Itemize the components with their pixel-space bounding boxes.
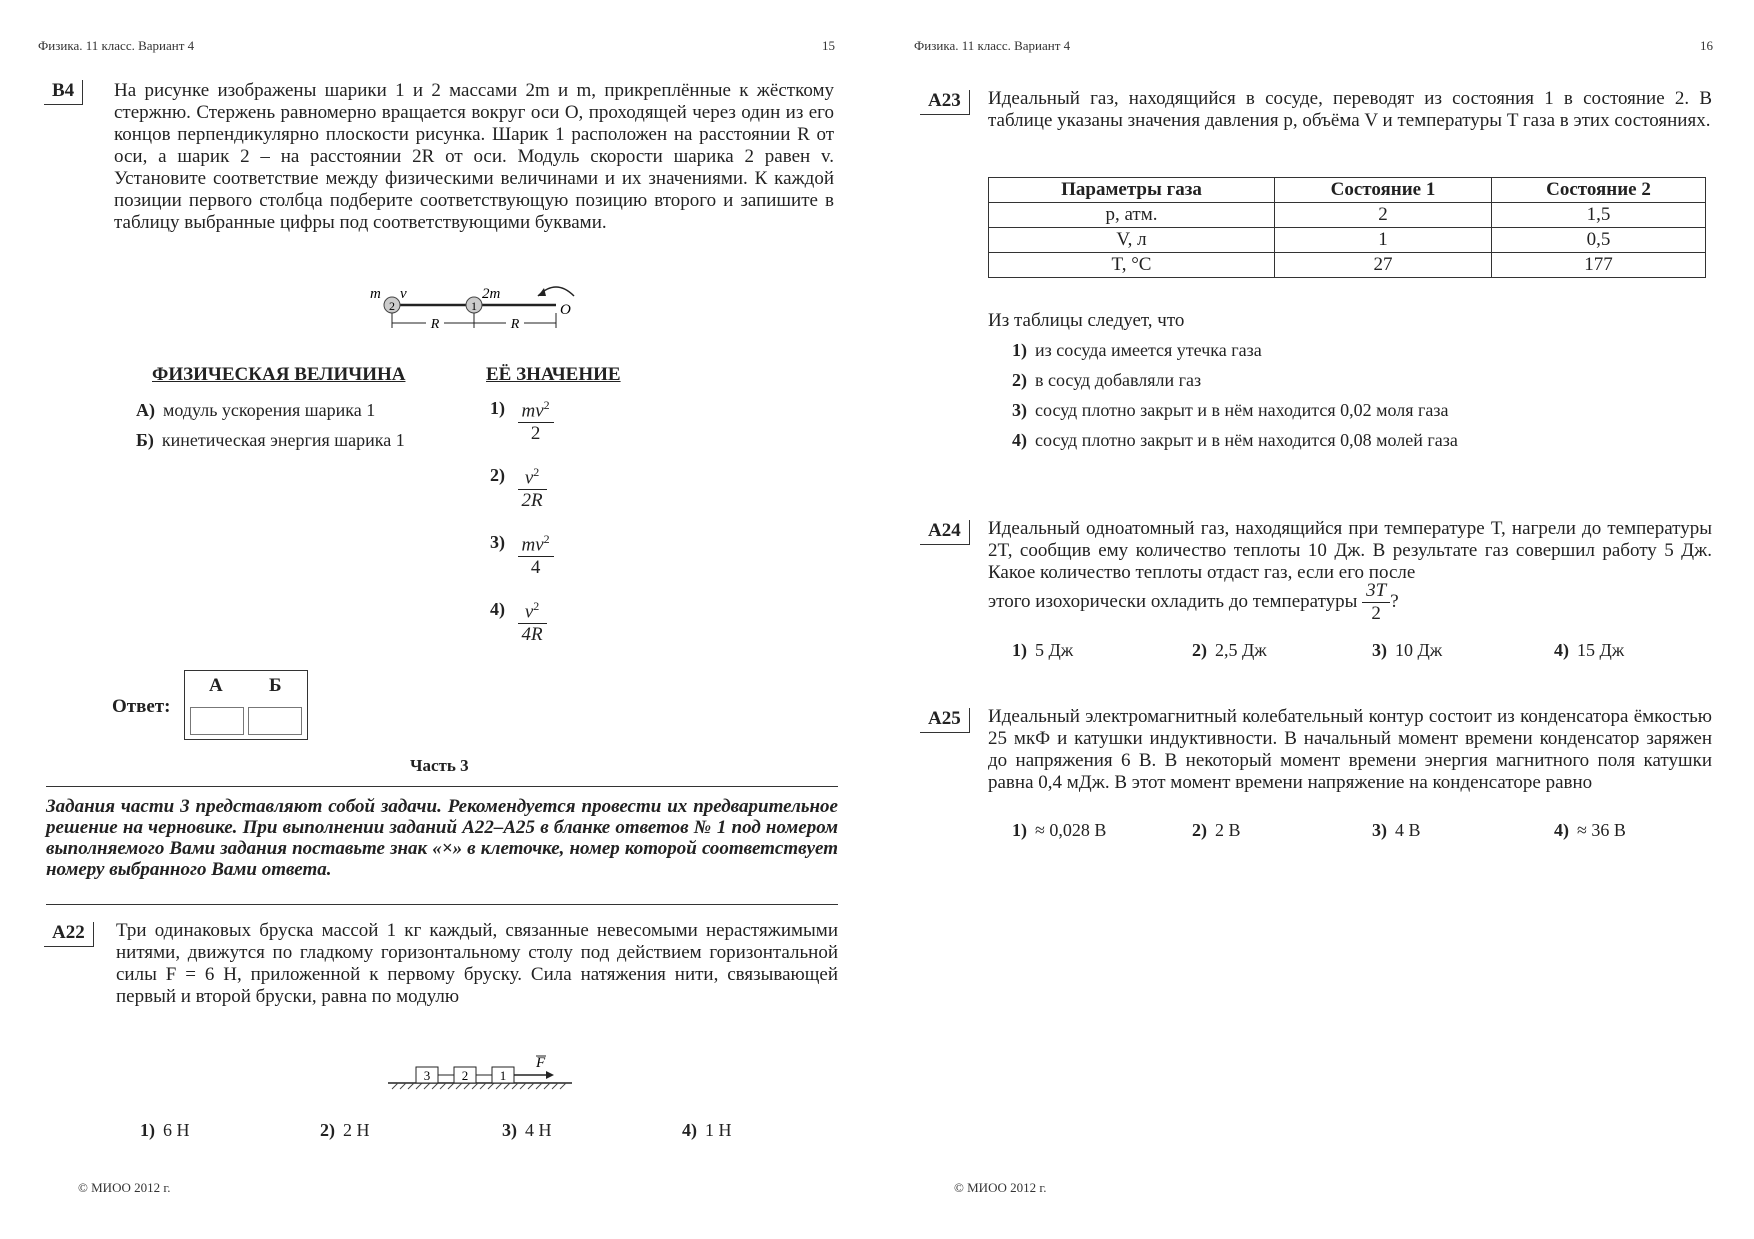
left-page-number: 15 [822, 38, 835, 53]
a24-label: А24 [920, 520, 970, 545]
answer-label: Ответ: [112, 696, 171, 717]
table-cell: 1,5 [1492, 203, 1706, 228]
a23-option-1: 1) из сосуда имеется утечка газа [1012, 340, 1262, 360]
a25-option-2: 2) 2 В [1192, 820, 1241, 840]
part3-bottom-rule [46, 904, 838, 905]
a22-option-1: 1) 6 Н [140, 1120, 190, 1140]
b4-label: B4 [44, 80, 83, 105]
a22-label: А22 [44, 922, 94, 947]
answer-cell-b[interactable] [248, 707, 302, 735]
force-arrow-icon [546, 1071, 554, 1079]
a23-lead: Из таблицы следует, что [988, 310, 1185, 331]
part3-instructions: Задания части 3 представляют собой задачи. Рекомендуется провести их предварительное решение на черновике. При выполнении заданий А22–А25 в бланке ответов № 1 под номером выполняемого Вами задания поставьте знак «×» в клеточке, номер которой соответствует номеру выбранного Вами ответа. [46, 796, 838, 880]
a24-text: Идеальный одноатомный газ, находящийся при температуре T, нагрели до температуры 2T, сообщив ему количество теплоты 10 Дж. В результате газ совершил работу 5 Дж. Какое количество теплоты отдаст газ, если его после [988, 518, 1712, 583]
table-row [989, 228, 1706, 253]
value-2: 2) $\frac{v^2}{2R}$ [490, 465, 547, 512]
table-header-params: Параметры газа [989, 178, 1275, 203]
left-footer: © МИОО 2012 г. [78, 1180, 171, 1195]
answer-cell-a[interactable] [190, 707, 244, 735]
a25-text: Идеальный электромагнитный колебательный контур состоит из конденсатора ёмкостью 25 мкФ и катушки индуктивности. В начальный момент времени конденсатор заряжен до напряжения 6 В. В некоторый момент времени энергия магнитного поля катушки равна 0,4 мДж. В этот момент времени напряжение на конденсаторе равно [988, 706, 1712, 793]
a24-option-1: 1) 5 Дж [1012, 640, 1074, 660]
a22-text: Три одинаковых бруска массой 1 кг каждый, связанные невесомыми нерастяжимыми нитями, движутся по гладкому горизонтальному столу под действием горизонтальной силы F = 6 Н, приложенной к первому бруску. Сила натяжения нити, связывающей первый и второй бруски, равна по модулю [116, 920, 838, 1007]
a25-option-4: 4) ≈ 36 В [1554, 820, 1626, 840]
table-cell: 177 [1492, 253, 1706, 278]
table-cell: V, л [989, 228, 1275, 253]
a23-option-2: 2) в сосуд добавляли газ [1012, 370, 1202, 390]
answer-table [184, 670, 308, 740]
block-1-label: 1 [499, 1068, 507, 1083]
part3-top-rule [46, 786, 838, 787]
force-label: F [536, 1055, 546, 1071]
table-cell: 1 [1275, 228, 1492, 253]
r2-label: R [510, 317, 520, 332]
value-3: 3) $\frac{mv^2}{4}$ [490, 532, 554, 579]
table-cell: 27 [1275, 253, 1492, 278]
a22-option-4: 4) 1 Н [682, 1120, 732, 1140]
a25-option-3: 3) 4 В [1372, 820, 1421, 840]
rotating-rod-figure [360, 276, 590, 336]
a23-option-3: 3) сосуд плотно закрыт и в нём находится 0,02 моля газа [1012, 400, 1449, 420]
a22-option-2: 2) 2 Н [320, 1120, 370, 1140]
blocks-figure [386, 1050, 576, 1092]
b4-text: На рисунке изображены шарики 1 и 2 массами 2m и m, прикреплённые к жёсткому стержню. Стержень равномерно вращается вокруг оси O, проходящей через один из его концов перпендикулярно плоскости рисунка. Шарик 1 расположен на расстоянии R от оси, а шарик 2 – на расстоянии 2R от оси. Модуль скорости шарика 2 равен v. Установите соответствие между физическими величинами и их значениями. К каждой позиции первого столбца подберите соответствующую позицию второго и запишите в таблицу выбранные цифры под соответствующими буквами. [114, 80, 834, 233]
table-cell: T, °C [989, 253, 1275, 278]
gas-parameters-table [988, 177, 1706, 278]
velocity-label: v [400, 286, 407, 302]
right-page-number: 16 [1700, 38, 1713, 53]
a25-option-1: 1) ≈ 0,028 В [1012, 820, 1107, 840]
value-4: 4) $\frac{v^2}{4R}$ [490, 599, 547, 646]
answer-col-a: А [209, 675, 223, 696]
block-2-label: 2 [461, 1068, 469, 1083]
a24-last-line: этого изохорически охладить до температуры $\frac{3T}{2}$ ? [988, 580, 1399, 624]
part3-title: Часть 3 [410, 756, 469, 775]
table-row [989, 253, 1706, 278]
ball1-label: 1 [471, 299, 477, 313]
value-1: 1) $\frac{mv^2}{2}$ [490, 398, 554, 445]
left-header: Физика. 11 класс. Вариант 4 [38, 38, 195, 53]
right-footer: © МИОО 2012 г. [954, 1180, 1047, 1195]
table-header-state1: Состояние 1 [1275, 178, 1492, 203]
block-3-label: 3 [423, 1068, 431, 1083]
col1-header: ФИЗИЧЕСКАЯ ВЕЛИЧИНА [152, 364, 406, 385]
table-header-state2: Состояние 2 [1492, 178, 1706, 203]
a22-option-3: 3) 4 Н [502, 1120, 552, 1140]
right-header: Физика. 11 класс. Вариант 4 [914, 38, 1071, 53]
a24-option-4: 4) 15 Дж [1554, 640, 1625, 660]
a23-option-4: 4) сосуд плотно закрыт и в нём находится 0,08 молей газа [1012, 430, 1458, 450]
answer-col-b: Б [269, 675, 282, 696]
table-cell: p, атм. [989, 203, 1275, 228]
quantity-b: Б) кинетическая энергия шарика 1 [136, 430, 405, 450]
mass-m-label: m [370, 286, 381, 302]
r1-label: R [430, 317, 440, 332]
a24-option-3: 3) 10 Дж [1372, 640, 1443, 660]
table-cell: 0,5 [1492, 228, 1706, 253]
table-cell: 2 [1275, 203, 1492, 228]
a25-label: А25 [920, 708, 970, 733]
quantity-a: А) модуль ускорения шарика 1 [136, 400, 376, 420]
a24-option-2: 2) 2,5 Дж [1192, 640, 1267, 660]
a23-label: А23 [920, 90, 970, 115]
table-row [989, 203, 1706, 228]
a23-text: Идеальный газ, находящийся в сосуде, переводят из состояния 1 в состояние 2. В таблице указаны значения давления p, объёма V и температуры T газа в этих состояниях. [988, 88, 1712, 131]
col2-header: ЕЁ ЗНАЧЕНИЕ [486, 364, 621, 385]
axis-o-label: O [560, 302, 571, 318]
mass-2m-label: 2m [482, 286, 501, 302]
ball2-label: 2 [389, 299, 395, 313]
